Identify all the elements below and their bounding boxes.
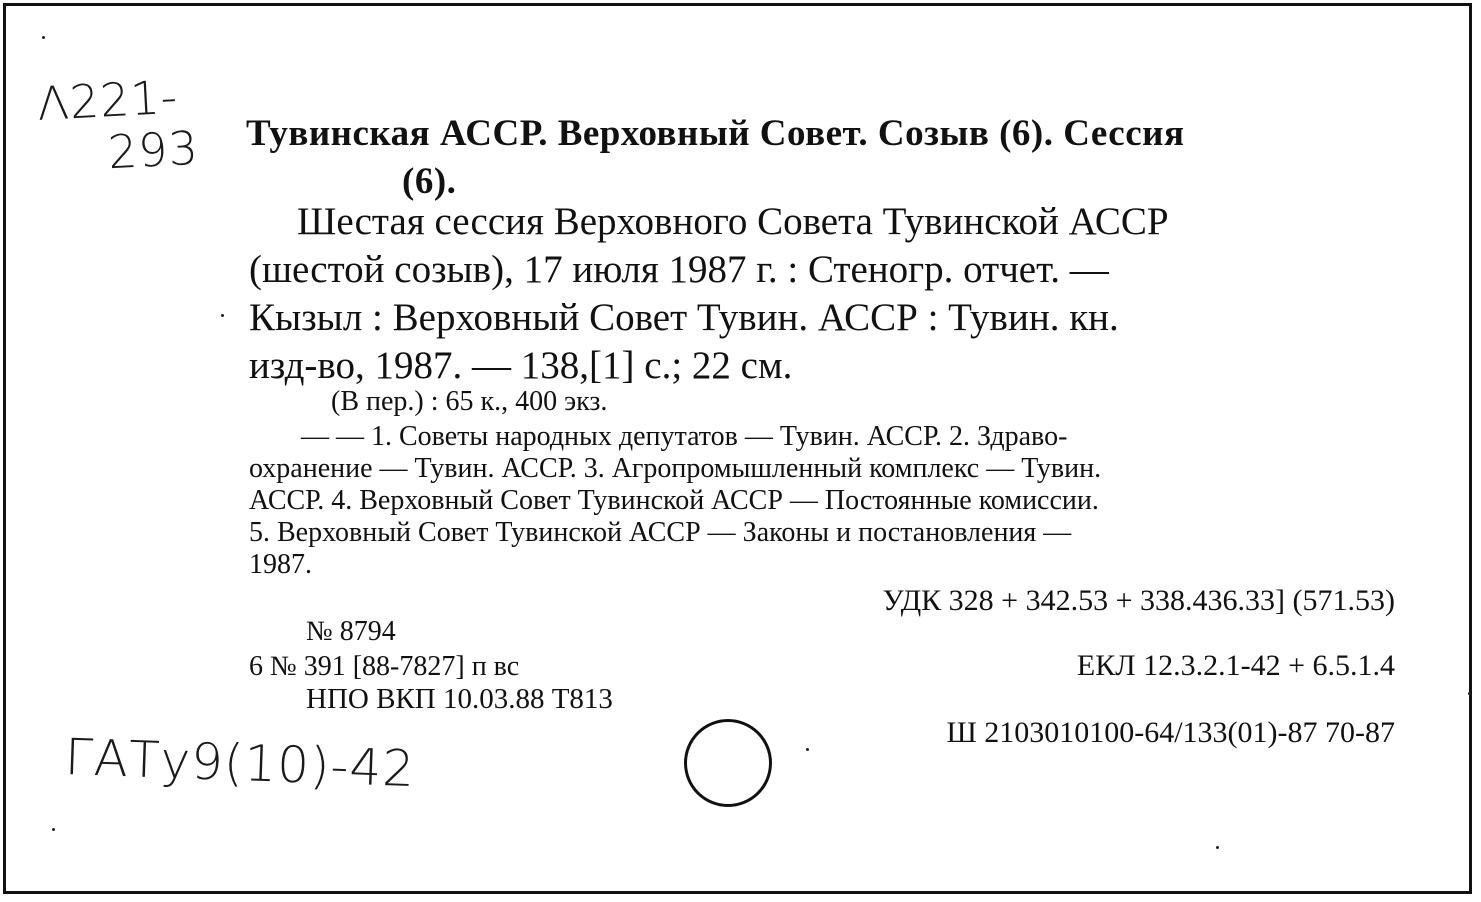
speck (42, 36, 45, 39)
heading-line1: Тувинская АССР. Верховный Совет. Созыв (6). Сессия (246, 113, 1185, 154)
speck (806, 748, 809, 751)
record-number: № 8794 (306, 616, 396, 647)
speck (1216, 846, 1219, 849)
price-line: (В пер.) : 65 к., 400 экз. (331, 386, 608, 417)
circle-stamp (684, 719, 772, 807)
handwritten-shelf-mark (36, 70, 200, 182)
shelf-mark-line1: Λ221- (35, 69, 180, 131)
speck (221, 314, 224, 317)
udk-code: УДК 328 + 342.53 + 338.436.33] (571.53) (882, 584, 1395, 617)
sh-code: Ш 2103010100-64/133(01)-87 70-87 (946, 716, 1395, 749)
card-heading (246, 110, 1184, 206)
subjects-line5: 1987. (249, 549, 312, 580)
subjects-line1: — — 1. Советы народных депутатов — Тувин. АССР. 2. Здраво- (301, 421, 1068, 452)
print-order-line: 6 № 391 [88-7827] п вс (249, 651, 520, 682)
speck (1468, 692, 1471, 695)
subjects-line3: АССР. 4. Верховный Совет Тувинской АССР — Постоянные комиссии. (249, 485, 1099, 516)
heading-line2: (6). (402, 161, 457, 202)
subjects-line4: 5. Верховный Совет Тувинской АССР — Законы и постановления — (249, 517, 1072, 548)
description-line3: Кызыл : Верховный Совет Тувин. АССР : Тувин. кн. (249, 296, 1119, 339)
subjects-line2: охранение — Тувин. АССР. 3. Агропромышленный комплекс — Тувин. (249, 453, 1102, 484)
catalog-card (3, 3, 1472, 894)
description-line4: изд-во, 1987. — 138,[1] с.; 22 см. (249, 344, 793, 387)
subject-headings (249, 421, 1411, 581)
printer-line: НПО ВКП 10.03.88 Т813 (306, 683, 613, 715)
handwritten-note: ΓΑΤy9(10)-42 (63, 728, 417, 799)
speck (52, 828, 55, 831)
description-line2: (шестой созыв), 17 июля 1987 г. : Стеногр. отчет. — (249, 248, 1109, 291)
shelf-mark-line2: 293 (106, 120, 201, 180)
ekl-code: ЕКЛ 12.3.2.1-42 + 6.5.1.4 (1076, 649, 1395, 682)
title-description (249, 198, 1411, 390)
description-line1: Шестая сессия Верховного Совета Тувинской АССР (297, 200, 1169, 243)
